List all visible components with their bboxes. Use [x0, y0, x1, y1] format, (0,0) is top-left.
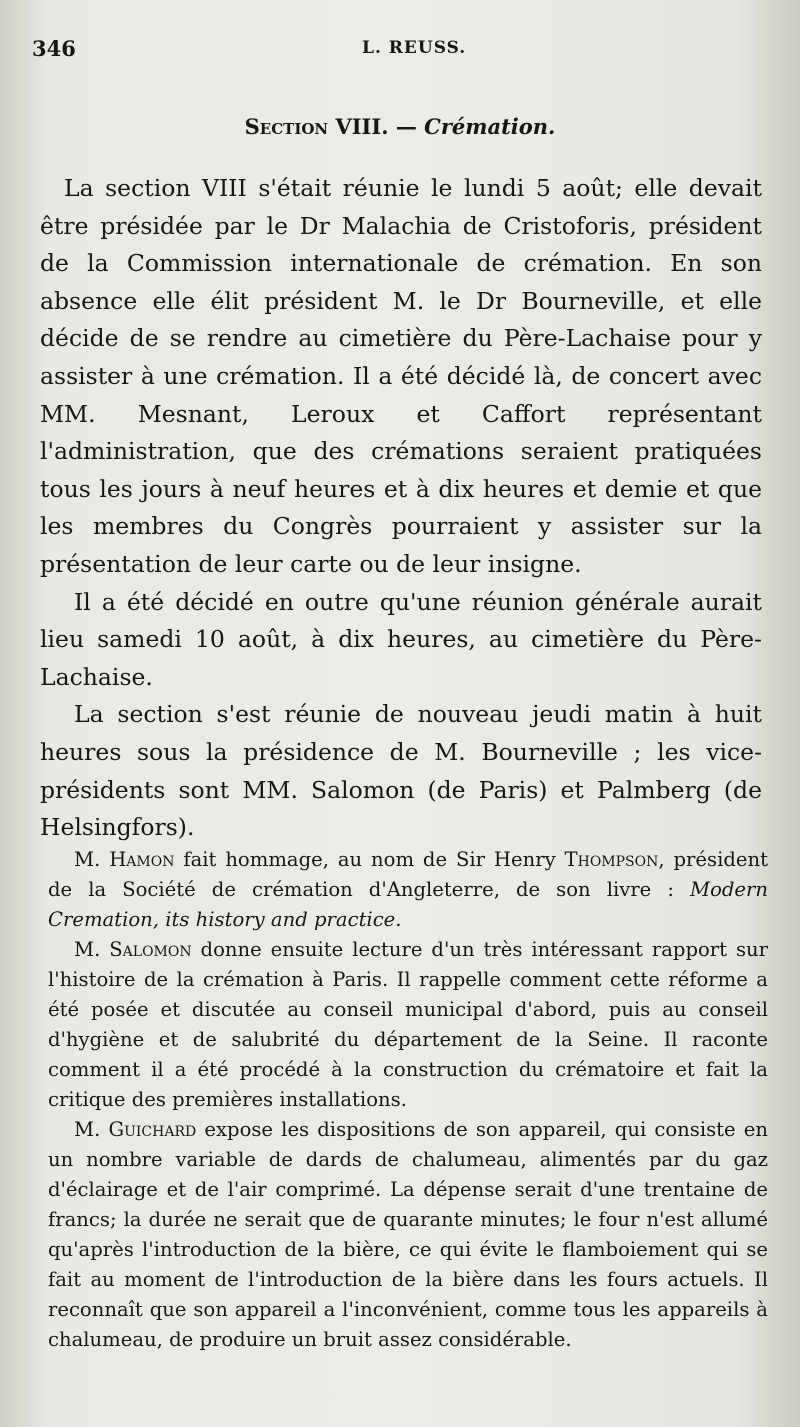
honorific: M.	[74, 1118, 109, 1141]
paragraph-general-meeting: Il a été décidé en outre qu'une réunion générale aurait lieu samedi 10 août, à dix heures, au cimetière du Père-Lachaise.	[40, 587, 762, 691]
main-text	[40, 170, 762, 847]
minutes-text	[48, 845, 768, 1355]
running-head	[32, 36, 760, 66]
paragraph-opening: La section VIII s'était réunie le lundi 5 août; elle devait être présidée par le Dr Malachia de Cristoforis, président de la Commission internationale de crémation. En son absence elle élit président M. le Dr Bourneville, et elle décide de se rendre au cimetière du Père-Lachaise pour y assister à une crémation. Il a été décidé là, de concert avec MM. Mesnant, Leroux et Caffort représentant l'administration, que des crémations seraient pratiquées tous les jours à neuf heures et à dix heures et demie et que les membres du Congrès pourraient y assister sur la présentation de leur carte ou de leur insigne.	[40, 174, 762, 578]
paragraph-text: fait hommage, au nom de Sir Henry	[174, 848, 565, 871]
paragraph-salomon	[48, 935, 768, 1115]
honorific: M.	[74, 938, 110, 961]
person-name: Thompson	[564, 848, 659, 871]
paragraph-hamon	[48, 845, 768, 935]
paragraph-text: expose les dispositions de son appareil, qui consiste en un nombre variable de dards de chalumeau, alimentés par du gaz d'éclairage et de l'air comprimé. La dépense serait d'une trentaine de francs; la durée ne serait que de quarante minutes; le four n'est allumé qu'après l'introduction de la bière, ce qui évite le flamboiement qui se fait au moment de l'introduction de la bière dans les fours actuels. Il reconnaît que son appareil a l'inconvénient, comme tous les appareils à chalumeau, de produire un bruit assez considérable.	[48, 1118, 768, 1351]
section-separator: —	[388, 114, 425, 139]
paragraph-guichard	[48, 1115, 768, 1355]
honorific: M.	[74, 848, 110, 871]
speaker-name: Guichard	[108, 1118, 197, 1141]
page-number: 346	[32, 36, 76, 61]
paragraph-text: donne ensuite lecture d'un très intéressant rapport sur l'histoire de la crémation à Paris. Il rappelle comment cette réforme a été posée et discutée au conseil municipal d'abord, puis au conseil d'hygiène et de salubrité du département de la Seine. Il raconte comment il a été procédé à la construction du crématoire et fait la critique des premières installations.	[48, 938, 768, 1111]
running-head-author: L. REUSS.	[362, 38, 467, 58]
paragraph-text-continued: , président de la Société de crémation d'Angleterre, de son livre :	[48, 848, 768, 901]
paragraph-second-session: La section s'est réunie de nouveau jeudi matin à huit heures sous la présidence de M. Bourneville ; les vice-présidents sont MM. Salomon (de Paris) et Palmberg (de Helsingfors).	[40, 700, 762, 842]
section-label: Section VIII.	[244, 114, 389, 139]
book-title: Modern Cremation, its history and practice.	[48, 878, 768, 931]
speaker-name: Hamon	[109, 848, 175, 871]
speaker-name: Salomon	[109, 938, 192, 961]
section-heading	[0, 114, 800, 139]
section-subject: Crémation.	[424, 114, 556, 139]
